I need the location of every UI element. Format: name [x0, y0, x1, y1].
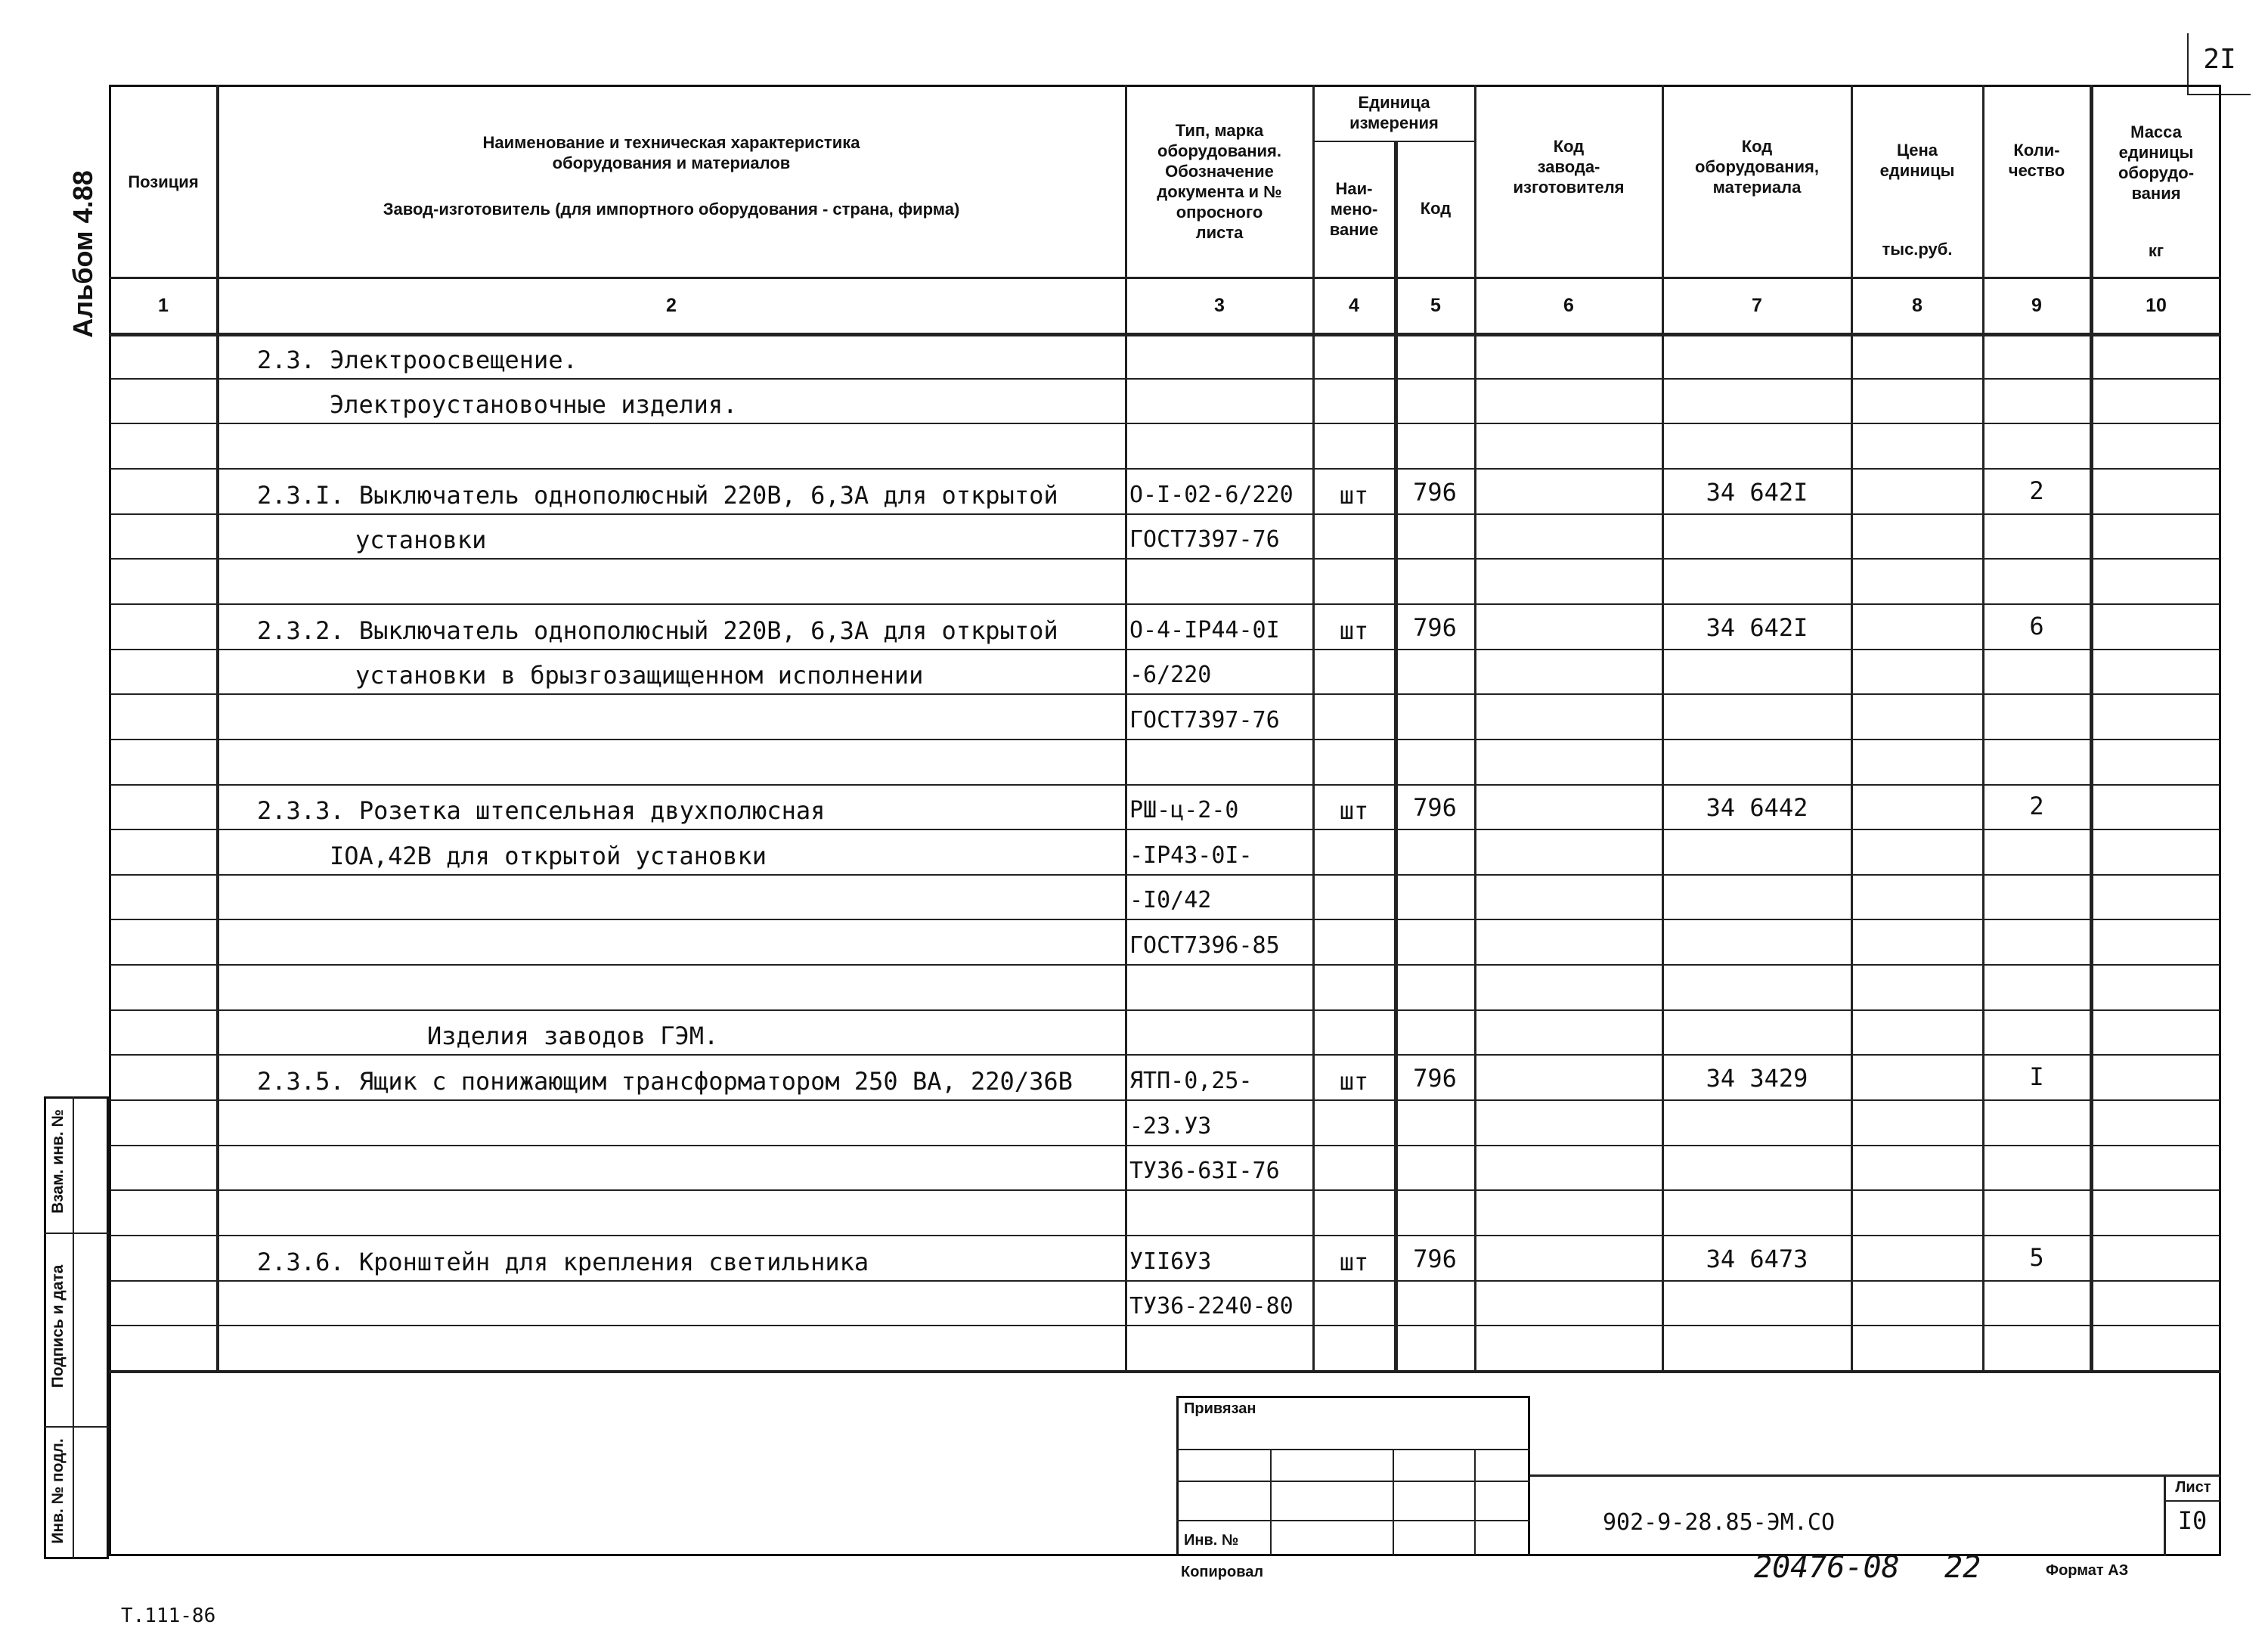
item-material-code: 34 6473	[1706, 1244, 1808, 1273]
attached-row-line	[1176, 1481, 1530, 1482]
header-unit-name: Наи- мено- вание	[1329, 178, 1379, 239]
header-type: Тип, марка оборудования. Обозначение документа и № опросного листа	[1157, 121, 1282, 242]
colnum: 9	[2031, 294, 2042, 316]
body-bottom-line	[109, 1370, 2221, 1373]
item-name: Изделия заводов ГЭМ.	[427, 1022, 719, 1051]
colnum: 8	[1912, 294, 1923, 316]
header-bottom-line	[109, 277, 2221, 279]
item-type: -6/220	[1129, 662, 1212, 689]
colnum-bottom-line	[109, 333, 2221, 336]
row-line	[110, 784, 2220, 786]
row-line	[110, 513, 2220, 515]
item-unit: шт	[1339, 796, 1369, 826]
item-type: ГОСТ7397-76	[1129, 706, 1280, 733]
corner-sheet-number: 2I	[2203, 44, 2236, 75]
colnum: 1	[158, 294, 169, 316]
attached-col-line	[1474, 1449, 1476, 1555]
handwritten-page: 22	[1944, 1550, 1981, 1585]
header-name: Наименование и техническая характеристика оборудования и материалов	[482, 133, 860, 172]
header-position: Позиция	[128, 172, 199, 191]
item-type: ТУ36-2240-80	[1129, 1293, 1294, 1320]
header-price: Цена единицы	[1879, 141, 1955, 180]
item-type: -23.УЗ	[1129, 1112, 1212, 1140]
unit-group-divider	[1312, 141, 1474, 142]
header-maker-code: Код завода- изготовителя	[1513, 136, 1625, 197]
item-material-code: 34 642I	[1706, 477, 1808, 507]
header-unit-code: Код	[1420, 198, 1452, 218]
item-code: 796	[1413, 1244, 1457, 1273]
colnum: 3	[1214, 294, 1225, 316]
row-line	[110, 1054, 2220, 1056]
colnum: 7	[1752, 294, 1762, 316]
row-line	[110, 378, 2220, 380]
sheet-label: Лист	[2175, 1479, 2211, 1496]
row-line	[110, 468, 2220, 470]
row-line	[110, 423, 2220, 424]
row-line	[110, 964, 2220, 966]
item-material-code: 34 642I	[1706, 612, 1808, 642]
item-quantity: 2	[2029, 476, 2044, 505]
item-type: ГОСТ7397-76	[1129, 526, 1280, 553]
item-code: 796	[1413, 793, 1457, 823]
header-maker: Завод-изготовитель (для импортного оборудования - страна, фирма)	[383, 199, 960, 219]
item-quantity: I	[2029, 1062, 2044, 1092]
item-code: 796	[1413, 1064, 1457, 1093]
colnum: 4	[1349, 294, 1359, 316]
item-code: 796	[1413, 477, 1457, 507]
item-name: 2.3.5. Ящик с понижающим трансформатором 250 ВА, 220/36В	[257, 1067, 1073, 1096]
item-type: -I0/42	[1129, 887, 1212, 914]
attached-box	[1176, 1396, 1530, 1555]
item-type: ГОСТ7396-85	[1129, 932, 1280, 960]
item-type: ЯТП-0,25-	[1129, 1068, 1253, 1095]
header-mass-unit: кг	[2148, 240, 2164, 260]
header-unit-group: Единица измерения	[1349, 93, 1439, 132]
item-name: 2.3.2. Выключатель однополюсный 220В, 6,3А для открытой	[257, 616, 1058, 645]
item-type: РШ-ц-2-0	[1129, 797, 1239, 824]
item-quantity: 2	[2029, 792, 2044, 821]
item-name: Электроустановочные изделия.	[330, 390, 738, 420]
row-line	[110, 1099, 2220, 1101]
attached-label: Привязан	[1184, 1400, 1256, 1417]
item-type: О-I-02-6/220	[1129, 481, 1294, 508]
header-quantity: Коли- чество	[2008, 141, 2065, 180]
side-stamp-divider	[44, 1233, 109, 1234]
row-line	[110, 558, 2220, 560]
row-line	[110, 874, 2220, 876]
row-line	[110, 1325, 2220, 1326]
row-line	[110, 739, 2220, 740]
item-type: -IР43-0I-	[1129, 842, 1253, 869]
item-name: 2.3. Электроосвещение.	[257, 345, 578, 374]
title-block-line	[1530, 1474, 2221, 1477]
item-name: 2.3.6. Кронштейн для крепления светильника	[257, 1247, 869, 1276]
row-line	[110, 649, 2220, 650]
item-material-code: 34 3429	[1706, 1064, 1808, 1093]
row-line	[110, 1235, 2220, 1236]
item-name: установки	[355, 526, 487, 555]
header-material-code: Код оборудования, материала	[1695, 136, 1819, 197]
copied-by-label: Копировал	[1181, 1564, 1264, 1580]
item-name: 2.3.I. Выключатель однополюсный 220В, 6,3А для открытой	[257, 480, 1058, 510]
item-quantity: 5	[2029, 1242, 2044, 1272]
inv-label: Инв. №	[1184, 1532, 1239, 1549]
attached-col-line	[1270, 1449, 1272, 1555]
stamp-signature-date: Подпись и дата	[49, 1264, 67, 1388]
row-line	[110, 829, 2220, 830]
colnum: 6	[1563, 294, 1574, 316]
handwritten-number: 20476-08	[1754, 1550, 1900, 1585]
item-unit: шт	[1339, 480, 1369, 510]
row-line	[110, 1009, 2220, 1011]
item-type: О-4-IР44-0I	[1129, 616, 1280, 643]
stamp-original-inv: Инв. № подл.	[49, 1438, 67, 1544]
sheet-box-line	[2164, 1474, 2166, 1556]
album-label: Альбом 4.88	[67, 170, 98, 338]
sheet-box-line	[2164, 1500, 2221, 1502]
header-mass: Масса единицы оборудо- вания	[2118, 122, 2195, 203]
item-unit: шт	[1339, 1247, 1369, 1276]
footer-code: Т.111-86	[121, 1605, 216, 1627]
item-code: 796	[1413, 612, 1457, 642]
item-name: 2.3.3. Розетка штепсельная двухполюсная	[257, 796, 826, 826]
colnum: 2	[666, 294, 677, 316]
header-price-unit: тыс.руб.	[1882, 239, 1953, 259]
side-stamp-divider	[73, 1096, 74, 1559]
attached-row-line	[1176, 1520, 1530, 1521]
sheet-number: I0	[2177, 1506, 2208, 1535]
stamp-replace-inv: Взам. инв. №	[49, 1109, 67, 1214]
row-line	[110, 603, 2220, 605]
item-name: установки в брызгозащищенном исполнении	[355, 661, 924, 690]
item-material-code: 34 6442	[1706, 793, 1808, 823]
item-quantity: 6	[2029, 611, 2044, 640]
item-name: IОА,42В для открытой установки	[330, 841, 767, 870]
item-type: ТУ36-63I-76	[1129, 1158, 1280, 1185]
document-code: 902-9-28.85-ЭМ.СО	[1603, 1509, 1836, 1536]
colnum: 10	[2146, 294, 2167, 316]
format-label: Формат АЗ	[2046, 1562, 2129, 1579]
row-line	[110, 1145, 2220, 1146]
row-line	[110, 919, 2220, 920]
attached-col-line	[1393, 1449, 1394, 1555]
colnum: 5	[1430, 294, 1441, 316]
attached-row-line	[1176, 1449, 1530, 1450]
item-unit: шт	[1339, 1067, 1369, 1096]
row-line	[110, 693, 2220, 695]
row-line	[110, 1280, 2220, 1282]
row-line	[110, 1189, 2220, 1191]
item-type: УII6УЗ	[1129, 1248, 1212, 1275]
item-unit: шт	[1339, 616, 1369, 645]
